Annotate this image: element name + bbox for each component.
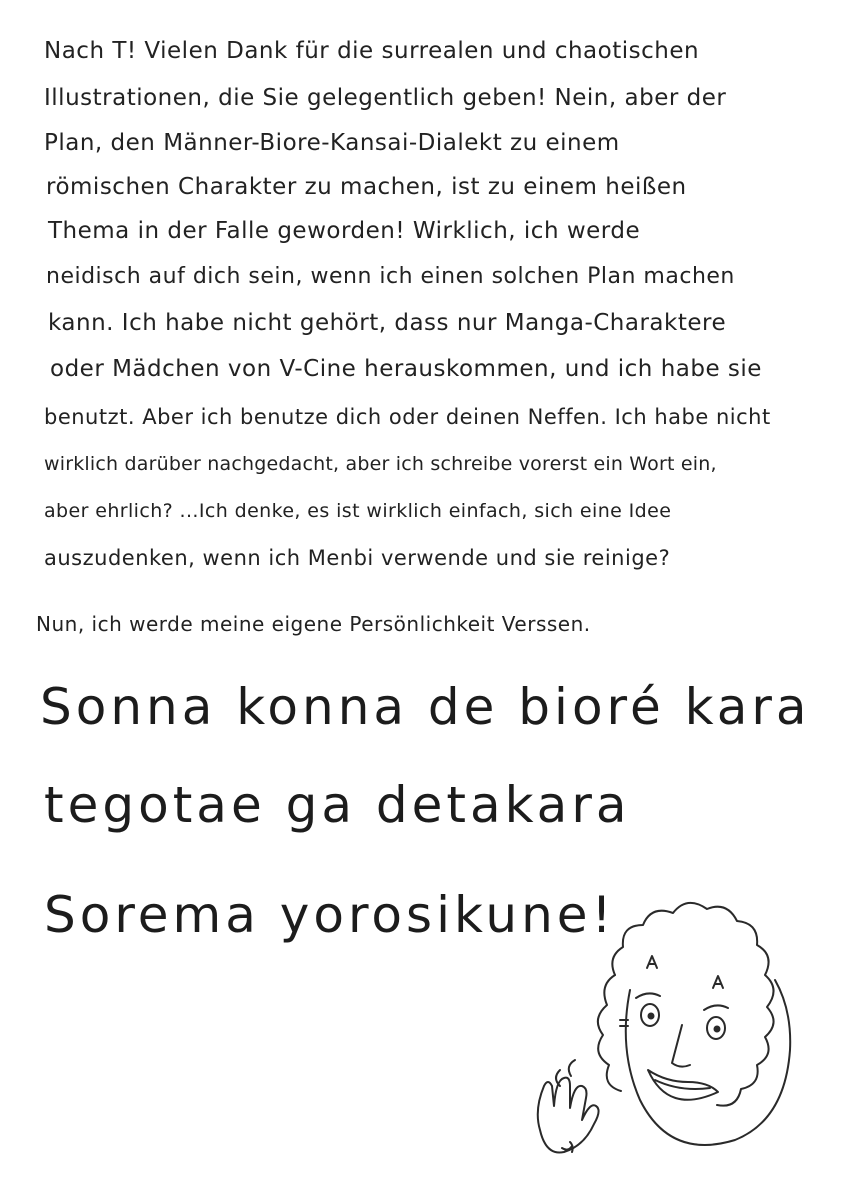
letter-line-4: römischen Charakter zu machen, ist zu einem heißen bbox=[46, 174, 687, 200]
curly-hair-face-sketch-icon bbox=[520, 880, 820, 1180]
letter-line-1: Nach T! Vielen Dank für die surrealen und chaotischen bbox=[44, 38, 700, 64]
letter-line-9: benutzt. Aber ich benutze dich oder deinen Neffen. Ich habe nicht bbox=[44, 405, 771, 429]
closing-line: Nun, ich werde meine eigene Persönlichkeit Verssen. bbox=[36, 612, 591, 636]
letter-line-2: Illustrationen, die Sie gelegentlich geben! Nein, aber der bbox=[44, 85, 727, 111]
letter-line-7: kann. Ich habe nicht gehört, dass nur Manga-Charaktere bbox=[48, 310, 727, 336]
letter-line-8: oder Mädchen von V-Cine herauskommen, und ich habe sie bbox=[50, 356, 762, 382]
romaji-line-1: Sonna konna de bioré kara bbox=[40, 678, 811, 736]
letter-line-3: Plan, den Männer-Biore-Kansai-Dialekt zu einem bbox=[44, 130, 620, 156]
letter-line-10: wirklich darüber nachgedacht, aber ich schreibe vorerst ein Wort ein, bbox=[44, 453, 717, 475]
letter-line-5: Thema in der Falle geworden! Wirklich, ich werde bbox=[48, 218, 641, 244]
romaji-line-3: Sorema yorosikune! bbox=[44, 886, 616, 944]
letter-line-11: aber ehrlich? ...Ich denke, es ist wirklich einfach, sich eine Idee bbox=[44, 500, 672, 522]
romaji-line-2: tegotae ga detakara bbox=[44, 776, 631, 834]
letter-line-12: auszudenken, wenn ich Menbi verwende und sie reinige? bbox=[44, 546, 671, 570]
letter-line-6: neidisch auf dich sein, wenn ich einen solchen Plan machen bbox=[46, 264, 735, 289]
